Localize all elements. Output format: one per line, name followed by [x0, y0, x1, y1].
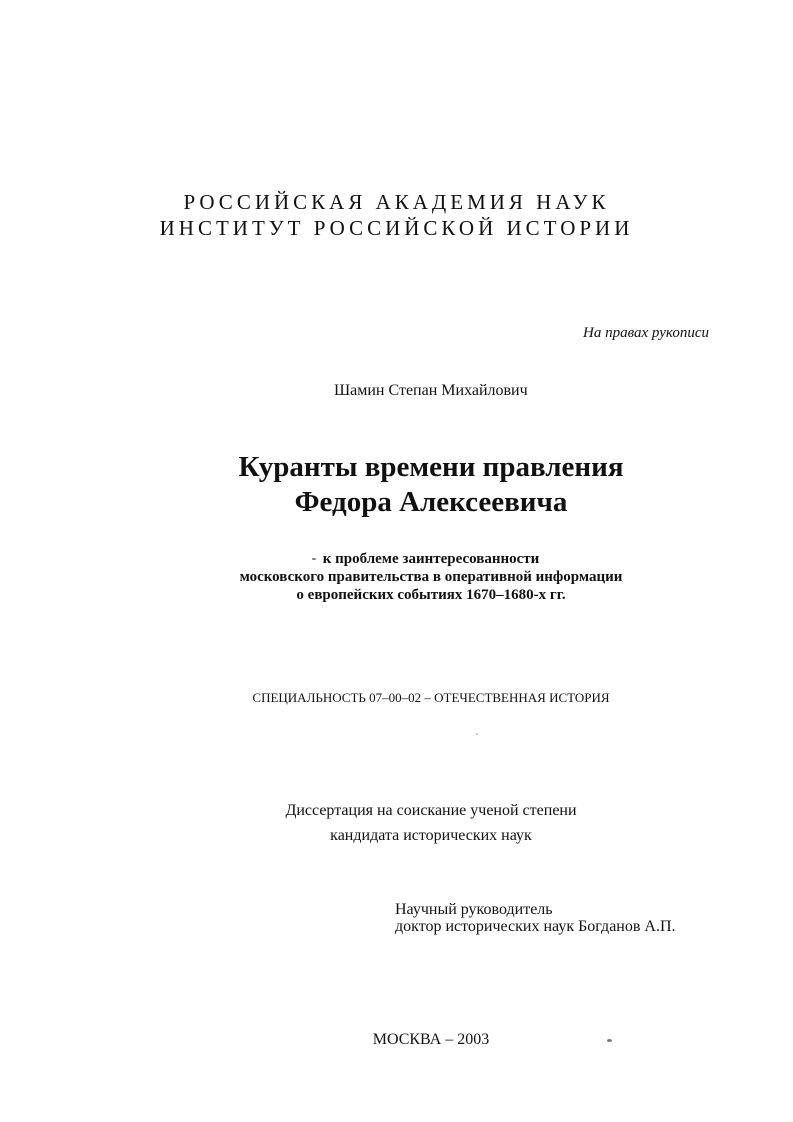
specialty-code: СПЕЦИАЛЬНОСТЬ 07–00–02 – ОТЕЧЕСТВЕННАЯ ИСТОРИЯ	[252, 690, 610, 705]
advisor-label: Научный руководитель	[395, 901, 553, 918]
institute-name: ИНСТИТУТ РОССИЙСКОЙ ИСТОРИИ	[159, 216, 634, 240]
advisor-name: доктор исторических наук Богданов А.П.	[395, 918, 676, 935]
scan-speck	[312, 558, 316, 560]
subtitle-line-3: о европейских событиях 1670–1680-х гг.	[296, 587, 566, 603]
subtitle-line-1: к проблеме заинтересованности	[322, 551, 540, 567]
scan-speck	[476, 733, 478, 735]
thesis-title-line-1: Куранты времени правления	[238, 451, 624, 483]
dissertation-line-2: кандидата исторических наук	[330, 827, 532, 844]
city-year: МОСКВА – 2003	[372, 1031, 490, 1048]
dissertation-line-1: Диссертация на соискание ученой степени	[285, 802, 577, 819]
author-name: Шамин Степан Михайлович	[334, 382, 528, 399]
rights-note: На правах рукописи	[583, 325, 709, 341]
subtitle-line-2: московского правительства в оперативной информации	[239, 569, 623, 585]
scan-speck	[607, 1039, 612, 1042]
thesis-title-line-2: Федора Алексеевича	[294, 486, 568, 518]
academy-name: РОССИЙСКАЯ АКАДЕМИЯ НАУК	[183, 190, 610, 214]
